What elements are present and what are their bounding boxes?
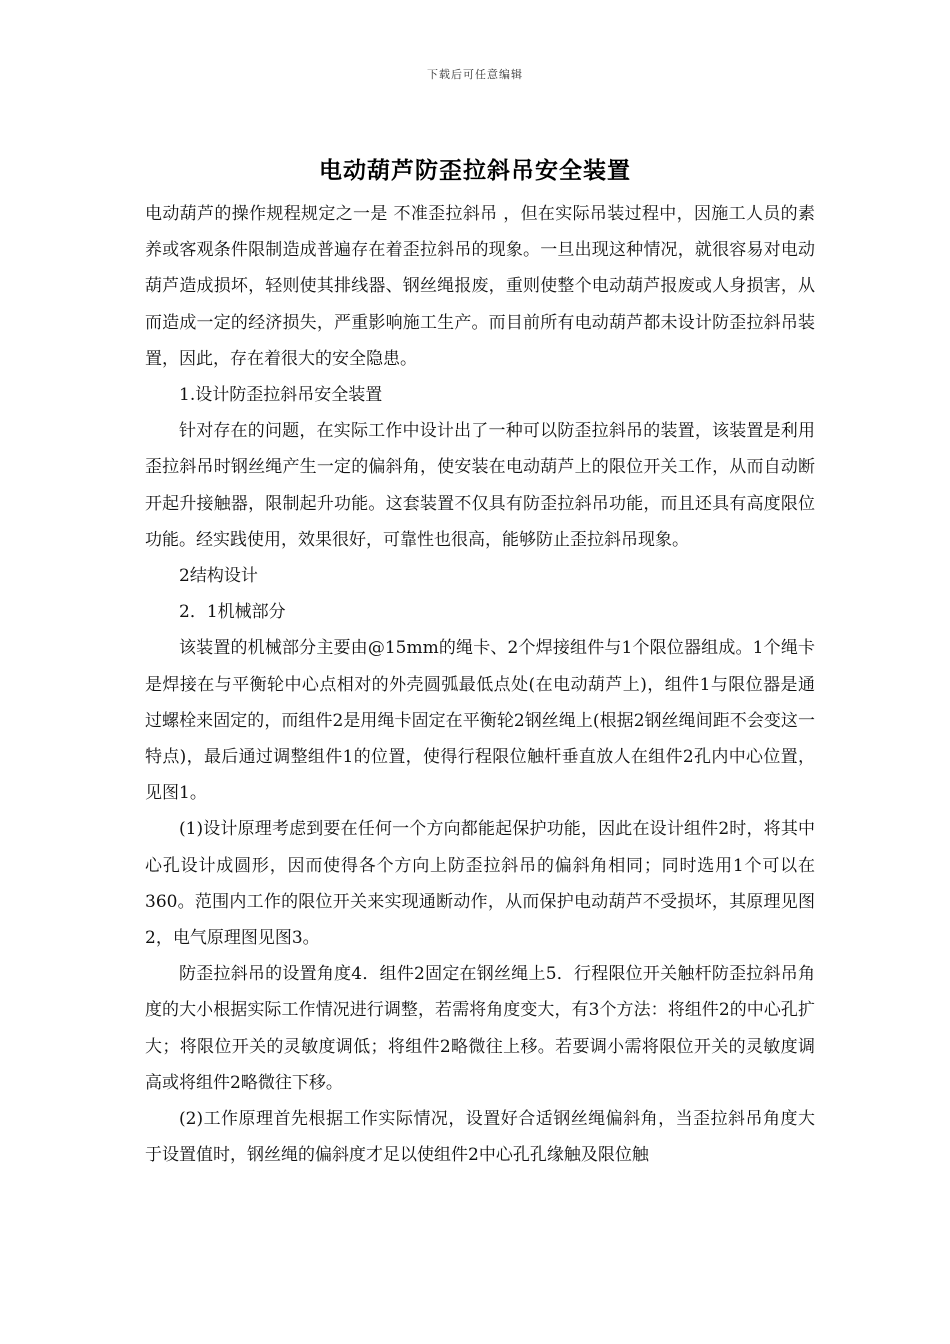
page-header-note: 下载后可任意编辑 [427,68,523,81]
paragraph-design-principle: (1)设计原理考虑到要在任何一个方向都能起保护功能，因此在设计组件2时，将其中心孔设计成圆形，因而使得各个方向上防歪拉斜吊的偏斜角相同；同时选用1个可以在360。范围内工作的限位开关来实现通断动作，从而保护电动葫芦不受损坏，其原理见图2，电气原理图见图3。 [145,819,815,949]
paragraph-angle-setting: 防歪拉斜吊的设置角度4．组件2固定在钢丝绳上5．行程限位开关触杆防歪拉斜吊角度的大小根据实际工作情况进行调整，若需将角度变大，有3个方法：将组件2的中心孔扩大；将限位开关的灵敏度调低；将组件2略微往上移。若要调小需将限位开关的灵敏度调高或将组件2略微往下移。 [145,964,815,1093]
paragraph-intro: 电动葫芦的操作规程规定之一是 不准歪拉斜吊 ，但在实际吊装过程中，因施工人员的素养或客观条件限制造成普遍存在着歪拉斜吊的现象。一旦出现这种情况，就很容易对电动葫芦造成损坏，轻则使其排线器、钢丝绳报废，重则使整个电动葫芦报废或人身损害，从而造成一定的经济损失，严重影响施工生产。而目前所有电动葫芦都未设计防歪拉斜吊装置，因此，存在着很大的安全隐患。 [145,204,815,369]
document-body [145,196,815,1173]
paragraph-mechanical: 该装置的机械部分主要由@15mm的绳卡、2个焊接组件与1个限位器组成。1个绳卡是焊接在与平衡轮中心点相对的外壳圆弧最低点处(在电动葫芦上)，组件1与限位器是通过螺栓来固定的，而组件2是用绳卡固定在平衡轮2钢丝绳上(根据2钢丝绳间距不会变这一特点)，最后通过调整组件1的位置，使得行程限位触杆垂直放人在组件2孔内中心位置，见图1。 [145,638,815,804]
section-heading-2: 2结构设计 [179,566,258,587]
section-heading-2-1: 2．1机械部分 [179,602,286,623]
paragraph-working-principle: (2)工作原理首先根据工作实际情况，设置好合适钢丝绳偏斜角，当歪拉斜吊角度大于设置值时，钢丝绳的偏斜度才足以使组件2中心孔孔缘触及限位触 [145,1109,815,1166]
document-title: 电动葫芦防歪拉斜吊安全装置 [319,157,631,184]
section-heading-1: 1.设计防歪拉斜吊安全装置 [179,385,383,406]
paragraph-design: 针对存在的问题，在实际工作中设计出了一种可以防歪拉斜吊的装置，该装置是利用歪拉斜吊时钢丝绳产生一定的偏斜角，使安装在电动葫芦上的限位开关工作，从而自动断开起升接触器，限制起升功能。这套装置不仅具有防歪拉斜吊功能，而且还具有高度限位功能。经实践使用，效果很好，可靠性也很高，能够防止歪拉斜吊现象。 [145,421,815,550]
